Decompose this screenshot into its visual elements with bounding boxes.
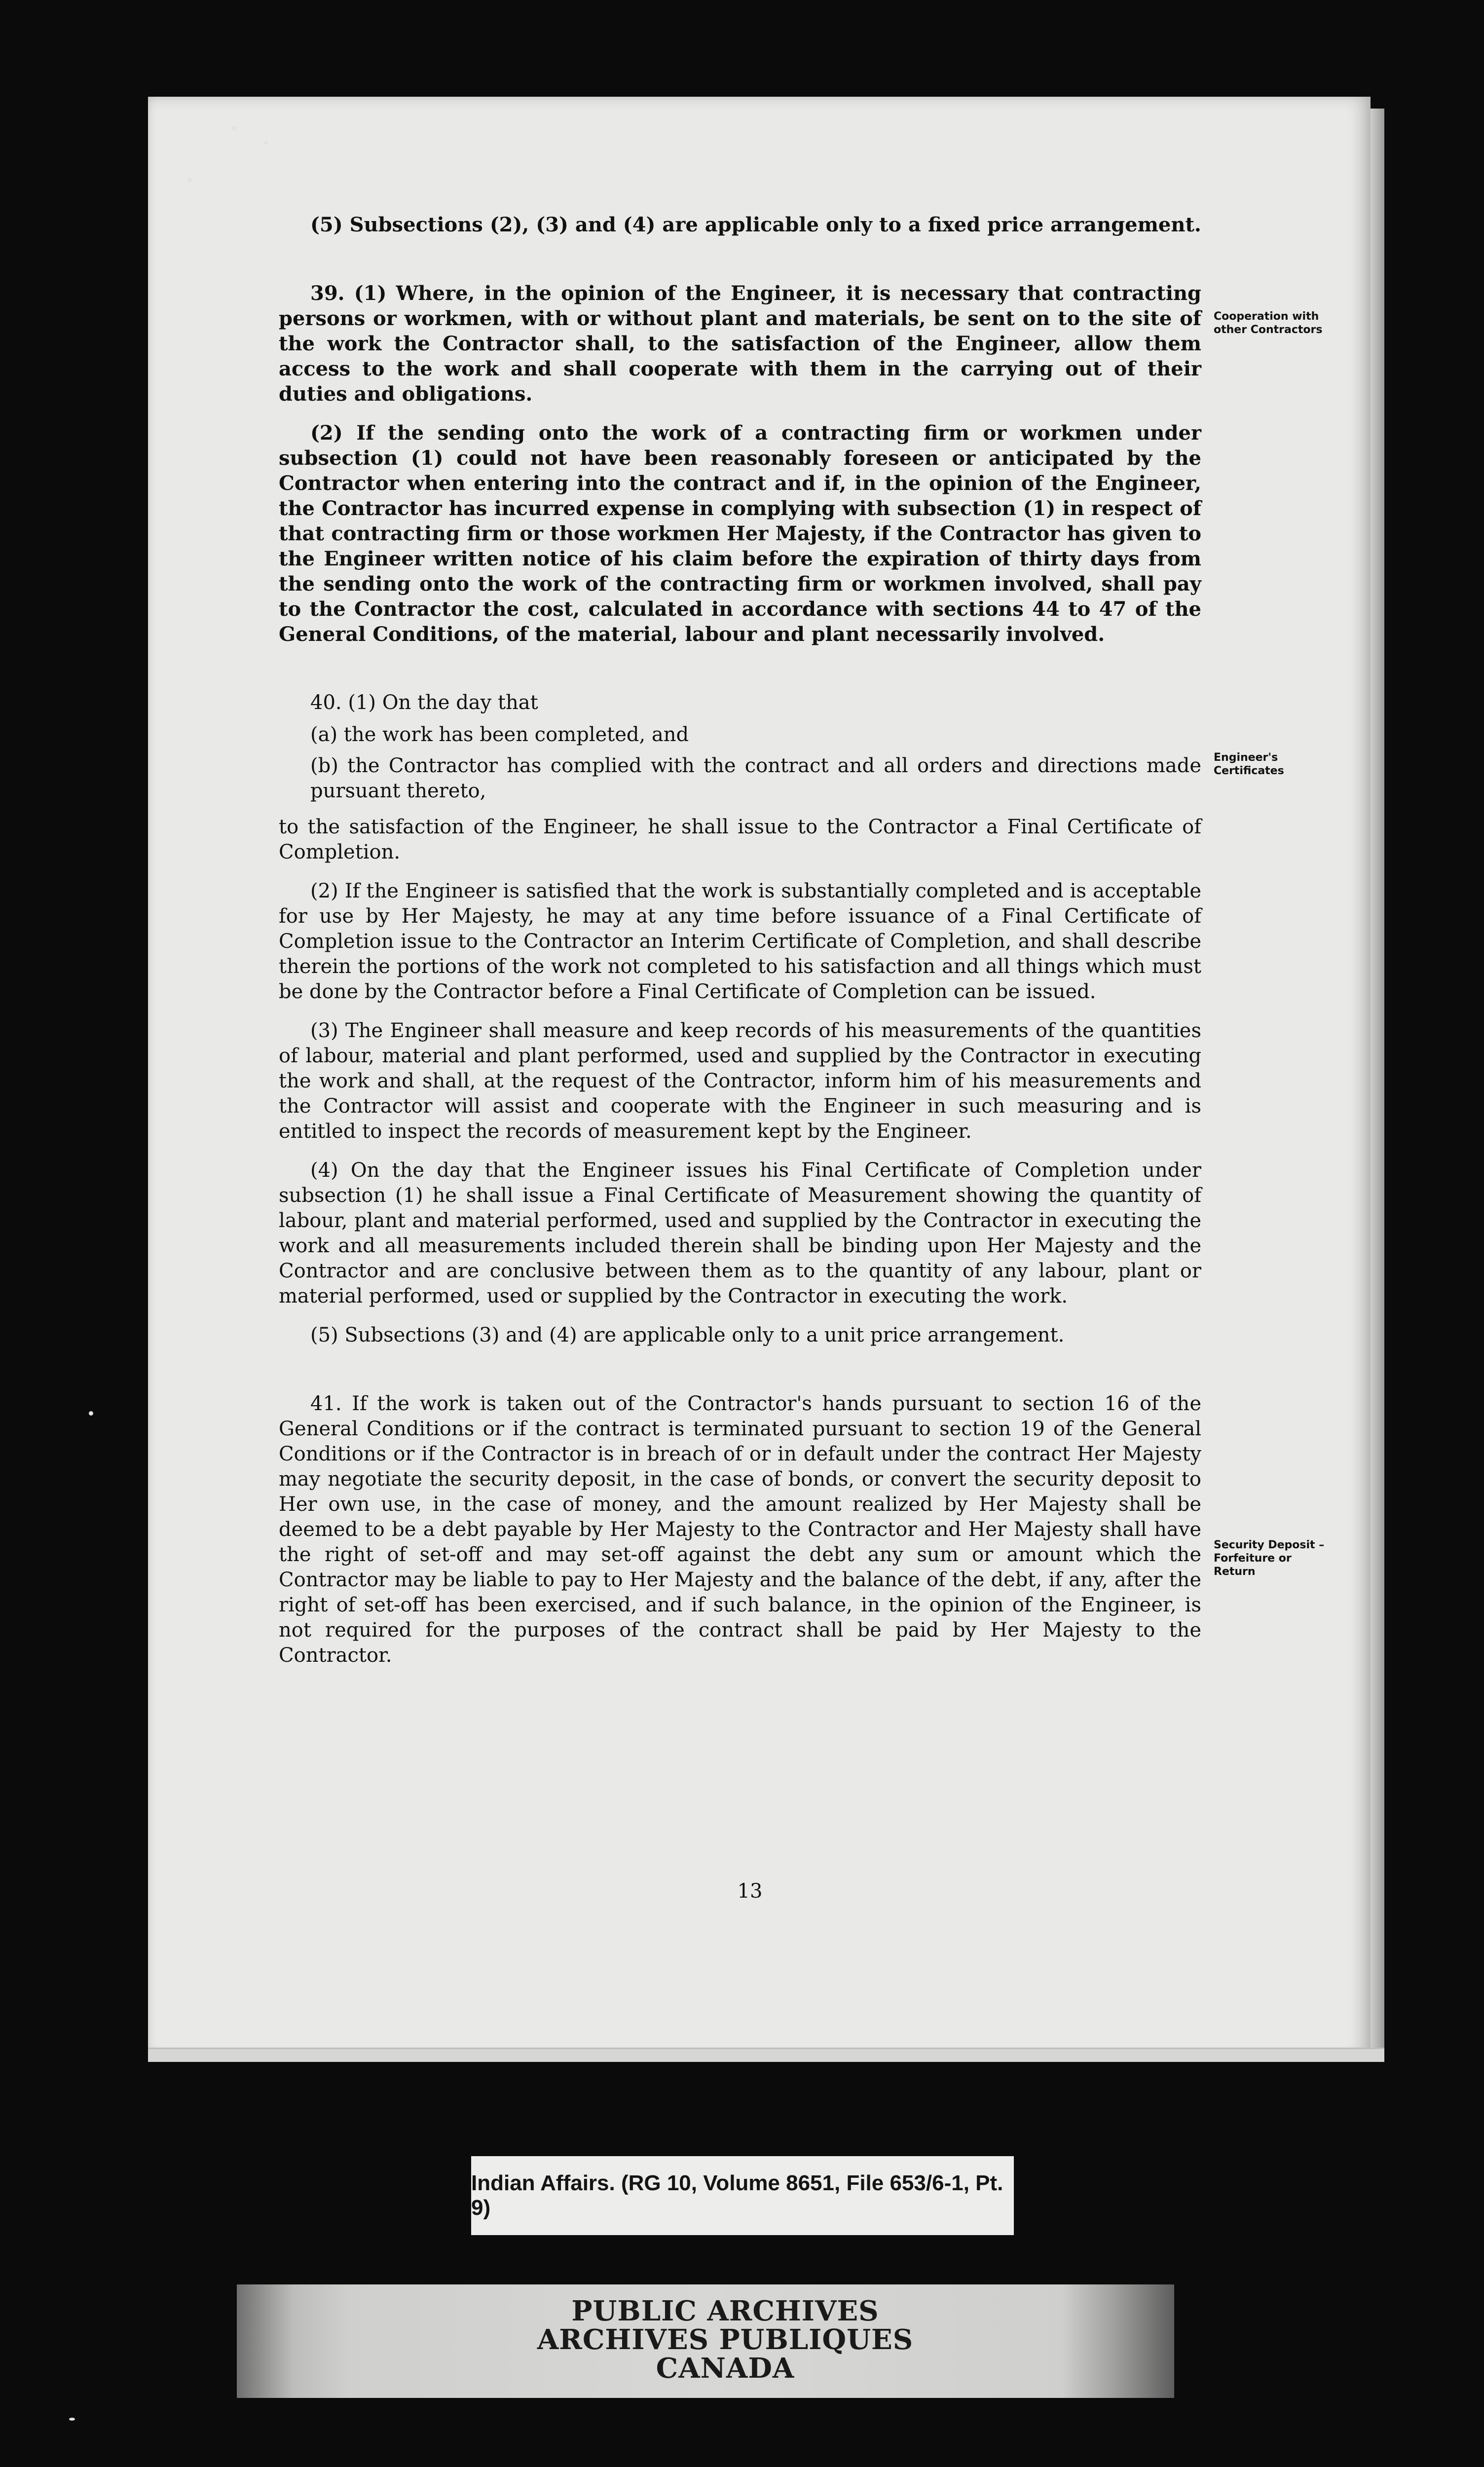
archive-stamp — [508, 2297, 942, 2383]
section-gap — [279, 661, 1201, 690]
section-39-paragraph-2: (2) If the sending onto the work of a contracting firm or workmen under subsection (1) could not have been reasonably foreseen or anticipated by the Contractor when entering into the contract and if, in the opinion of the Engineer, the Contractor has incurred expense in complying with subsection (1) in respect of that contracting firm or those workmen Her Majesty, if the Contractor has given to the Engineer written notice of his claim before the expiration of thirty days from the sending onto the work of the contracting firm or workmen involved, shall pay to the Contractor the cost, calculated in accordance with sections 44 to 47 of the General Conditions, of the material, labour and plant necessarily involved. — [279, 421, 1201, 646]
document-body — [279, 212, 1201, 1682]
section-gap — [279, 1362, 1201, 1391]
archive-citation-label — [471, 2156, 1014, 2235]
paragraph-intro: (5) Subsections (2), (3) and (4) are applicable only to a fixed price arrangement. — [310, 213, 1201, 236]
margin-note-certificates: Engineer's Certificates — [1214, 751, 1284, 777]
section-40-paragraph-4: (4) On the day that the Engineer issues his Final Certificate of Completion under subsection (1) he shall issue a Final Certificate of Measurement showing the quantity of labour, plant and material performed, used and supplied by the Contractor in executing the work and all measurements included therein shall be binding upon Her Majesty and the Contractor and are conclusive between them as to the quantity of any labour, plant or material performed, used or supplied by the Contractor in executing the work. — [279, 1159, 1201, 1308]
dust-speck — [264, 141, 268, 145]
stamp-line-3: CANADA — [656, 2352, 795, 2385]
list-item-a: (a) the work has been completed, and — [310, 723, 689, 746]
section-40-tail: to the satisfaction of the Engineer, he shall issue to the Contractor a Final Certificate of Completion. — [279, 816, 1201, 863]
page-number: 13 — [737, 1880, 763, 1903]
section-41-paragraph: 41. If the work is taken out of the Contractor's hands pursuant to section 16 of the General Conditions or if the contract is terminated pursuant to section 19 of the General Conditions or if the Contractor is in breach of or in default under the contract Her Majesty may negotiate the security deposit, in the case of bonds, or convert the security deposit to Her own use, in the case of money, and the amount realized by Her Majesty shall be deemed to be a debt payable by Her Majesty to the Contractor and Her Majesty shall have the right of set-off and may set-off against the debt any sum or amount which the Contractor may be liable to pay to Her Majesty and the balance of the debt, if any, after the right of set-off has been exercised, and if such balance, in the opinion of the Engineer, is not required for the purposes of the contract shall be paid by Her Majesty to the Contractor. — [279, 1392, 1201, 1667]
section-gap — [279, 251, 1201, 281]
dust-speck — [187, 178, 192, 182]
page-bottom-edge — [148, 2048, 1384, 2062]
archive-citation-text: Indian Affairs. (RG 10, Volume 8651, File 653/6-1, Pt. 9) — [471, 2171, 1003, 2220]
stamp-line-1: PUBLIC ARCHIVES — [571, 2295, 879, 2327]
margin-note-security: Security Deposit – Forfeiture or Return — [1214, 1539, 1325, 1578]
margin-note-cooperation: Cooperation with other Contractors — [1214, 310, 1323, 336]
dust-speck — [232, 126, 237, 131]
section-40-paragraph-3: (3) The Engineer shall measure and keep records of his measurements of the quantities of labour, material and plant performed, used and supplied by the Contractor in executing the work and shall, at the request of the Contractor, inform him of his measurements and the Contractor will assist and cooperate with the Engineer in such measuring and is entitled to inspect the records of measurement kept by the Engineer. — [279, 1019, 1201, 1143]
section-40-paragraph-5: (5) Subsections (3) and (4) are applicable only to a unit price arrangement. — [310, 1324, 1065, 1346]
page-edge — [1371, 109, 1384, 2057]
dust-speck — [69, 2418, 75, 2421]
section-39-paragraph-1: 39. (1) Where, in the opinion of the Engineer, it is necessary that contracting persons or workmen, with or without plant and materials, be sent on to the site of the work the Contractor shall, to the satisfaction of the Engineer, allow them access to the work and shall cooperate with them in the carrying out of their duties and obligations. — [279, 282, 1201, 406]
section-40-list — [279, 722, 1201, 804]
section-40-paragraph-2: (2) If the Engineer is satisfied that the work is substantially completed and is acceptable for use by Her Majesty, he may at any time before issuance of a Final Certificate of Completion issue to the Contractor an Interim Certificate of Completion, and shall describe therein the portions of the work not completed to his satisfaction and all things which must be done by the Contractor before a Final Certificate of Completion can be issued. — [279, 880, 1201, 1003]
list-item-b: (b) the Contractor has complied with the contract and all orders and directions made pursuant thereto, — [310, 754, 1201, 802]
stamp-line-2: ARCHIVES PUBLIQUES — [537, 2323, 914, 2356]
dust-speck — [89, 1411, 93, 1416]
section-40-lead: 40. (1) On the day that — [310, 691, 538, 714]
